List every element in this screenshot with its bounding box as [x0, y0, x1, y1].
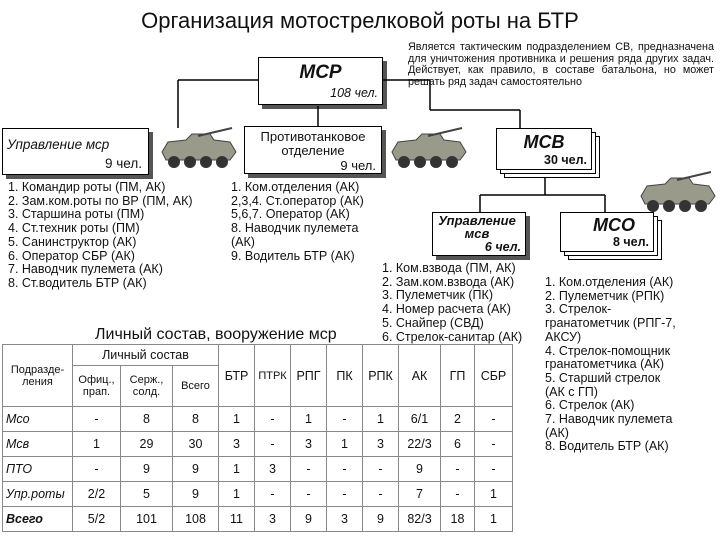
list-item: 1. Ком.взвода (ПМ, АК) [382, 261, 516, 275]
control-count: 9 чел. [105, 156, 142, 171]
list-item: 9. Водитель БТР (АК) [231, 248, 355, 263]
table-cell: 1 [327, 432, 363, 457]
table-cell: 3 [255, 507, 291, 532]
row-label: Мсо [3, 407, 73, 432]
header-weapon: РПК [363, 345, 399, 407]
table-cell: - [327, 482, 363, 507]
table-cell: 3 [291, 432, 327, 457]
table-cell: 9 [363, 507, 399, 532]
list-item: 1. Командир роты (ПМ, АК) [8, 180, 166, 194]
list-item: 8. Ст.водитель БТР (АК) [8, 275, 147, 290]
list-item: (АК с ГП) [545, 384, 598, 399]
table-cell: 7 [399, 482, 441, 507]
table-row [3, 507, 513, 532]
table-cell: - [475, 432, 513, 457]
header-weapon: ПТРК [255, 345, 291, 407]
table-cell: - [291, 482, 327, 507]
mso-name: МСО [593, 215, 635, 235]
msv-name: МСВ [523, 132, 565, 152]
table-cell: 9 [291, 507, 327, 532]
list-item: 2. Зам.ком.роты по ВР (ПМ, АК) [8, 193, 193, 208]
table-cell: 108 [173, 507, 219, 532]
table-cell: 1 [73, 432, 121, 457]
table-cell: 1 [219, 407, 255, 432]
table-cell: 30 [173, 432, 219, 457]
header-weapon: АК [399, 345, 441, 407]
table-cell: - [363, 457, 399, 482]
antitank-count: 9 чел. [340, 158, 376, 173]
table-cell: 3 [327, 507, 363, 532]
list-item: 2. Пулеметчик (РПК) [545, 288, 665, 303]
table-cell: 1 [291, 407, 327, 432]
table-cell: - [73, 407, 121, 432]
personnel-weapons-table [2, 344, 513, 532]
list-item: 6. Стрелок (АК) [545, 398, 635, 413]
btr-vehicle-icon [158, 124, 238, 172]
table-row [3, 407, 513, 432]
page-title: Организация мотострелковой роты на БТР [141, 8, 579, 33]
row-label: Мсв [3, 432, 73, 457]
platoon-control-box [432, 212, 526, 256]
msr-name: МСР [299, 62, 342, 83]
table-cell: 8 [173, 407, 219, 432]
table-caption: Личный состав, вооружение мср [95, 326, 337, 343]
list-item: 6. Стрелок-санитар (АК) [382, 329, 523, 344]
table-cell: 22/3 [399, 432, 441, 457]
header-personnel: Личный состав [73, 345, 219, 366]
header-weapon: РПГ [291, 345, 327, 407]
table-cell: 9 [399, 457, 441, 482]
table-cell: - [475, 457, 513, 482]
table-cell: 6/1 [399, 407, 441, 432]
table-cell: - [255, 482, 291, 507]
table-cell: - [255, 407, 291, 432]
antitank-name: Противотанковое отделение [260, 129, 366, 158]
msv-count: 30 чел. [544, 153, 587, 167]
header-officers: Офиц., прап. [73, 366, 121, 407]
table-row [3, 457, 513, 482]
control-box [2, 128, 149, 175]
platoon-control-count: 6 чел. [484, 240, 521, 254]
list-item: 8. Наводчик пулемета [231, 221, 359, 236]
table-cell: 5/2 [73, 507, 121, 532]
btr-vehicle-icon [388, 124, 468, 172]
platoon-control-name-line1: Управление [438, 213, 516, 228]
row-label: Упр.роты [3, 482, 73, 507]
table-cell: 1 [219, 482, 255, 507]
list-item: АКСУ) [545, 329, 582, 344]
header-soldiers: Серж., солд. [121, 366, 173, 407]
list-item: 4. Ст.техник роты (ПМ) [8, 221, 140, 236]
row-label: Всего [3, 507, 73, 532]
header-weapon: СБР [475, 345, 513, 407]
list-item: 4. Стрелок-помощник [545, 343, 671, 358]
list-item: 1. Ком.отделения (АК) [545, 275, 674, 289]
table-cell: 2/2 [73, 482, 121, 507]
header-weapon: БТР [219, 345, 255, 407]
table-cell: - [255, 432, 291, 457]
list-item: 4. Номер расчета (АК) [382, 302, 511, 317]
list-item: 7. Наводчик пулемета (АК) [8, 262, 163, 277]
table-cell: 3 [363, 432, 399, 457]
list-item: 8. Водитель БТР (АК) [545, 439, 669, 454]
list-item: гранатометчика (АК) [545, 357, 665, 372]
platoon-control-list [382, 262, 522, 344]
list-item: (АК) [545, 425, 569, 440]
table-cell: 8 [121, 407, 173, 432]
list-item: гранатометчик (РПГ-7, [545, 316, 676, 331]
list-item: 2. Зам.ком.взвода (АК) [382, 274, 515, 289]
table-cell: 29 [121, 432, 173, 457]
table-cell: 6 [441, 432, 475, 457]
platoon-control-name [433, 214, 521, 240]
table-cell: 9 [173, 482, 219, 507]
list-item: 2,3,4. Ст.оператор (АК) [231, 193, 364, 208]
table-cell: 101 [121, 507, 173, 532]
control-list [8, 181, 193, 291]
antitank-list [231, 181, 364, 263]
table-cell: - [73, 457, 121, 482]
table-cell: 5 [121, 482, 173, 507]
msr-description: Является тактическим подразделением СВ, предназначена для уничтожения противника и решения ряда других задач. Действует, как правило, в составе батальона, но может решать ряд задач самостоятельно [408, 41, 714, 88]
table-cell: - [291, 457, 327, 482]
list-item: 1. Ком.отделения (АК) [231, 180, 360, 194]
table-cell: 9 [121, 457, 173, 482]
row-label: ПТО [3, 457, 73, 482]
antitank-box [244, 126, 382, 174]
table-cell: - [441, 457, 475, 482]
table-cell: - [327, 457, 363, 482]
control-name: Управление мср [7, 137, 110, 152]
list-item: 3. Пулеметчик (ПК) [382, 288, 493, 303]
table-cell: 1 [475, 482, 513, 507]
msr-count: 108 чел. [330, 86, 378, 100]
table-row [3, 482, 513, 507]
table-cell: 1 [363, 407, 399, 432]
header-total: Всего [173, 366, 219, 407]
table-cell: - [441, 482, 475, 507]
mso-count: 8 чел. [612, 235, 649, 249]
table-row [3, 432, 513, 457]
mso-list [545, 276, 676, 454]
platoon-control-name-line2: мсв [464, 226, 490, 241]
table-cell: 1 [219, 457, 255, 482]
header-units: Подразде-ления [3, 345, 73, 407]
btr-vehicle-icon [636, 168, 718, 216]
header-weapon: ПК [327, 345, 363, 407]
table-cell: - [363, 482, 399, 507]
table-cell: 9 [173, 457, 219, 482]
list-item: 5. Старший стрелок [545, 370, 661, 385]
list-item: 5. Санинструктор (АК) [8, 234, 137, 249]
list-item: 3. Старшина роты (ПМ) [8, 207, 145, 222]
table-cell: 82/3 [399, 507, 441, 532]
list-item: 3. Стрелок- [545, 302, 612, 317]
table-cell: 18 [441, 507, 475, 532]
list-item: 7. Наводчик пулемета [545, 412, 673, 427]
header-weapon: ГП [441, 345, 475, 407]
table-cell: 3 [219, 432, 255, 457]
mso-box [560, 212, 654, 252]
table-cell: 2 [441, 407, 475, 432]
list-item: (АК) [231, 234, 255, 249]
list-item: 5,6,7. Оператор (АК) [231, 207, 350, 222]
table-cell: 1 [475, 507, 513, 532]
table-cell: 11 [219, 507, 255, 532]
msv-box [496, 128, 592, 170]
table-cell: - [475, 407, 513, 432]
table-cell: 3 [255, 457, 291, 482]
list-item: 6. Оператор СБР (АК) [8, 248, 135, 263]
list-item: 5. Снайпер (СВД) [382, 315, 484, 330]
table-cell: - [327, 407, 363, 432]
